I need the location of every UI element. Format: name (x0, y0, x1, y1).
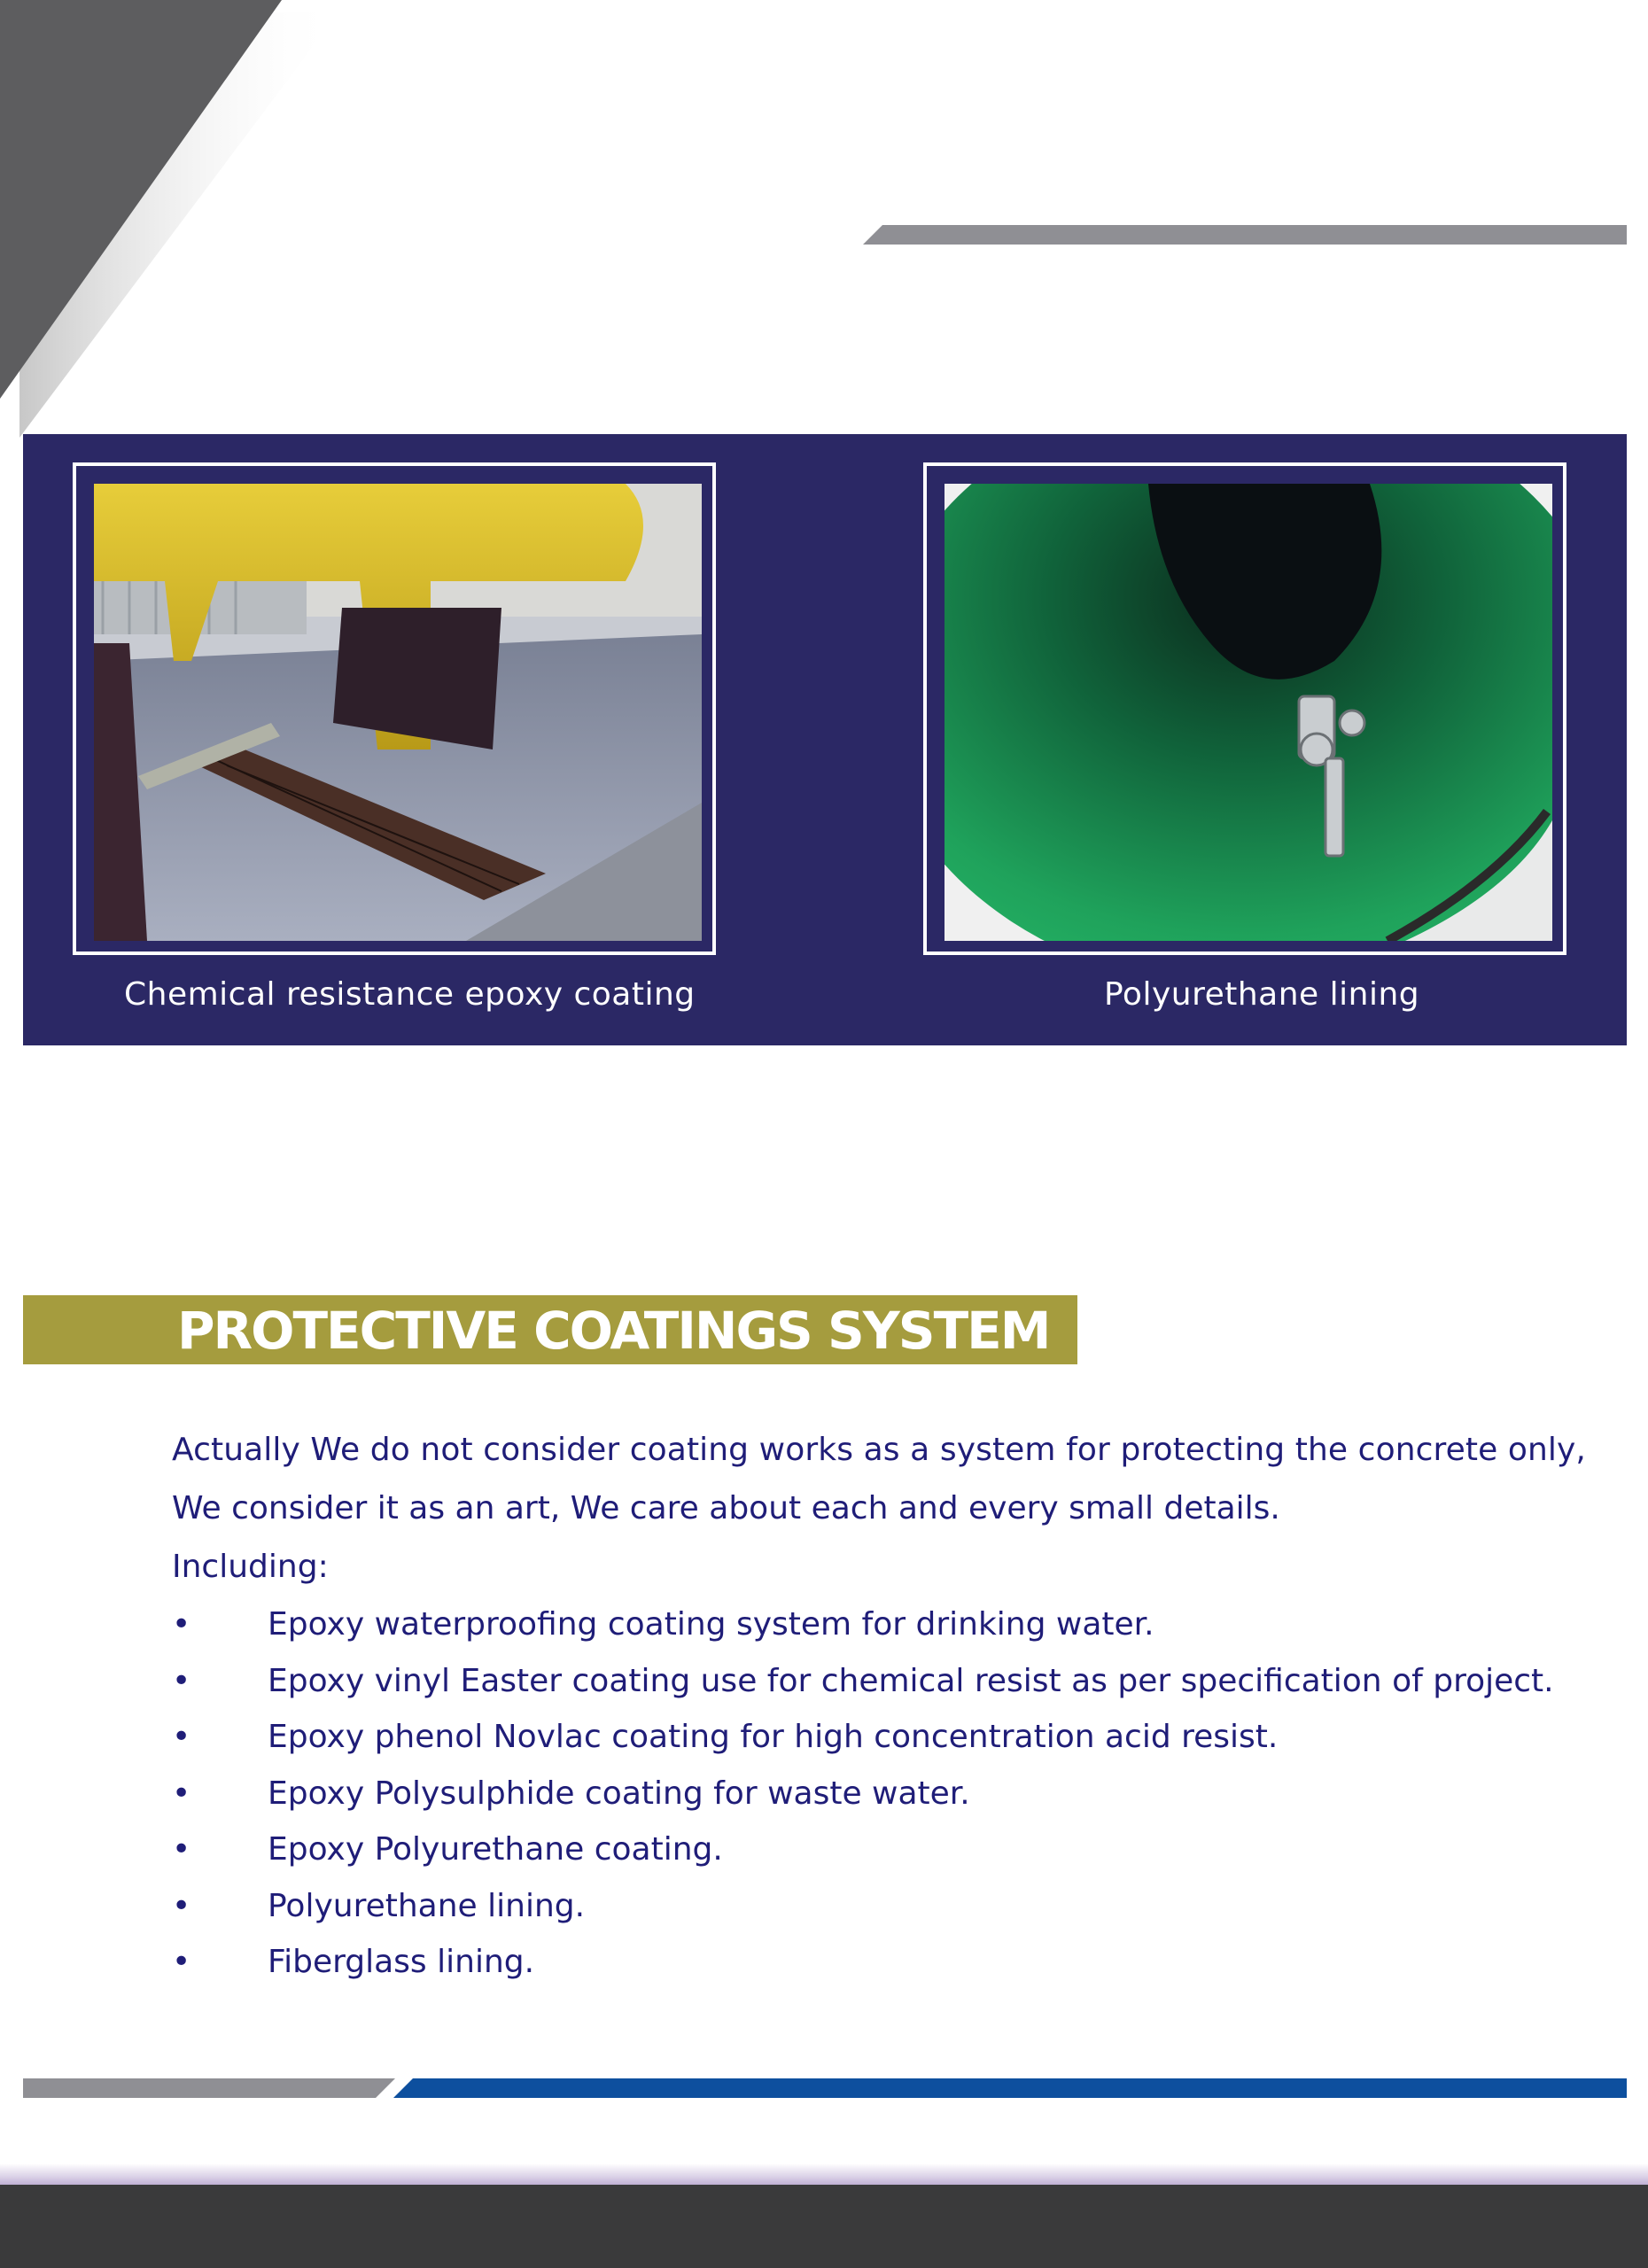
list-item (172, 1766, 1581, 1822)
photo-caption-epoxy: Chemical resistance epoxy coating (124, 976, 696, 1013)
list-item-text: Epoxy phenol Novlac coating for high concentration acid resist. (268, 1719, 1279, 1755)
list-item-text: Fiberglass lining. (268, 1944, 535, 1980)
photo-frame-epoxy (73, 462, 716, 955)
coatings-list (172, 1596, 1581, 1991)
bullet-icon: • (172, 1887, 191, 1924)
photo-caption-polyurethane: Polyurethane lining (1104, 976, 1420, 1013)
footer-rule-gray (23, 2078, 395, 2098)
bullet-icon: • (172, 1775, 191, 1812)
footer-rule-blue (393, 2078, 1627, 2098)
section-heading-bar (23, 1295, 1077, 1364)
intro-label: Including: (172, 1549, 329, 1585)
list-item (172, 1653, 1581, 1710)
bullet-icon: • (172, 1944, 191, 1980)
intro-line: We consider it as an art, We care about each and every small details. (172, 1490, 1280, 1526)
list-item-text: Epoxy Polyurethane coating. (268, 1831, 723, 1868)
list-item-text: Epoxy waterproofing coating system for drinking water. (268, 1606, 1154, 1643)
section-body (172, 1421, 1586, 1991)
list-item (172, 1596, 1581, 1653)
section-heading: PROTECTIVE COATINGS SYSTEM (177, 1301, 1050, 1361)
bullet-icon: • (172, 1831, 191, 1868)
corner-decoration (0, 0, 372, 443)
footer-bar (0, 2185, 1648, 2268)
bullet-icon: • (172, 1662, 191, 1699)
list-item (172, 1709, 1581, 1766)
polyurethane-pipe-photo (944, 484, 1552, 941)
list-item (172, 1821, 1581, 1878)
intro-line: Actually We do not consider coating works as a system for protecting the concrete only, (172, 1432, 1586, 1468)
list-item (172, 1934, 1581, 1991)
bullet-icon: • (172, 1719, 191, 1755)
bullet-icon: • (172, 1606, 191, 1643)
list-item (172, 1878, 1581, 1935)
photo-band (23, 434, 1627, 1045)
epoxy-floor-photo (94, 484, 702, 941)
list-item-text: Polyurethane lining. (268, 1887, 586, 1924)
footer-glow (0, 2163, 1648, 2186)
list-item-text: Epoxy vinyl Easter coating use for chemical resist as per specification of project. (268, 1662, 1554, 1699)
header-accent-bar (863, 225, 1627, 245)
list-item-text: Epoxy Polysulphide coating for waste water. (268, 1775, 970, 1812)
photo-frame-polyurethane (923, 462, 1566, 955)
